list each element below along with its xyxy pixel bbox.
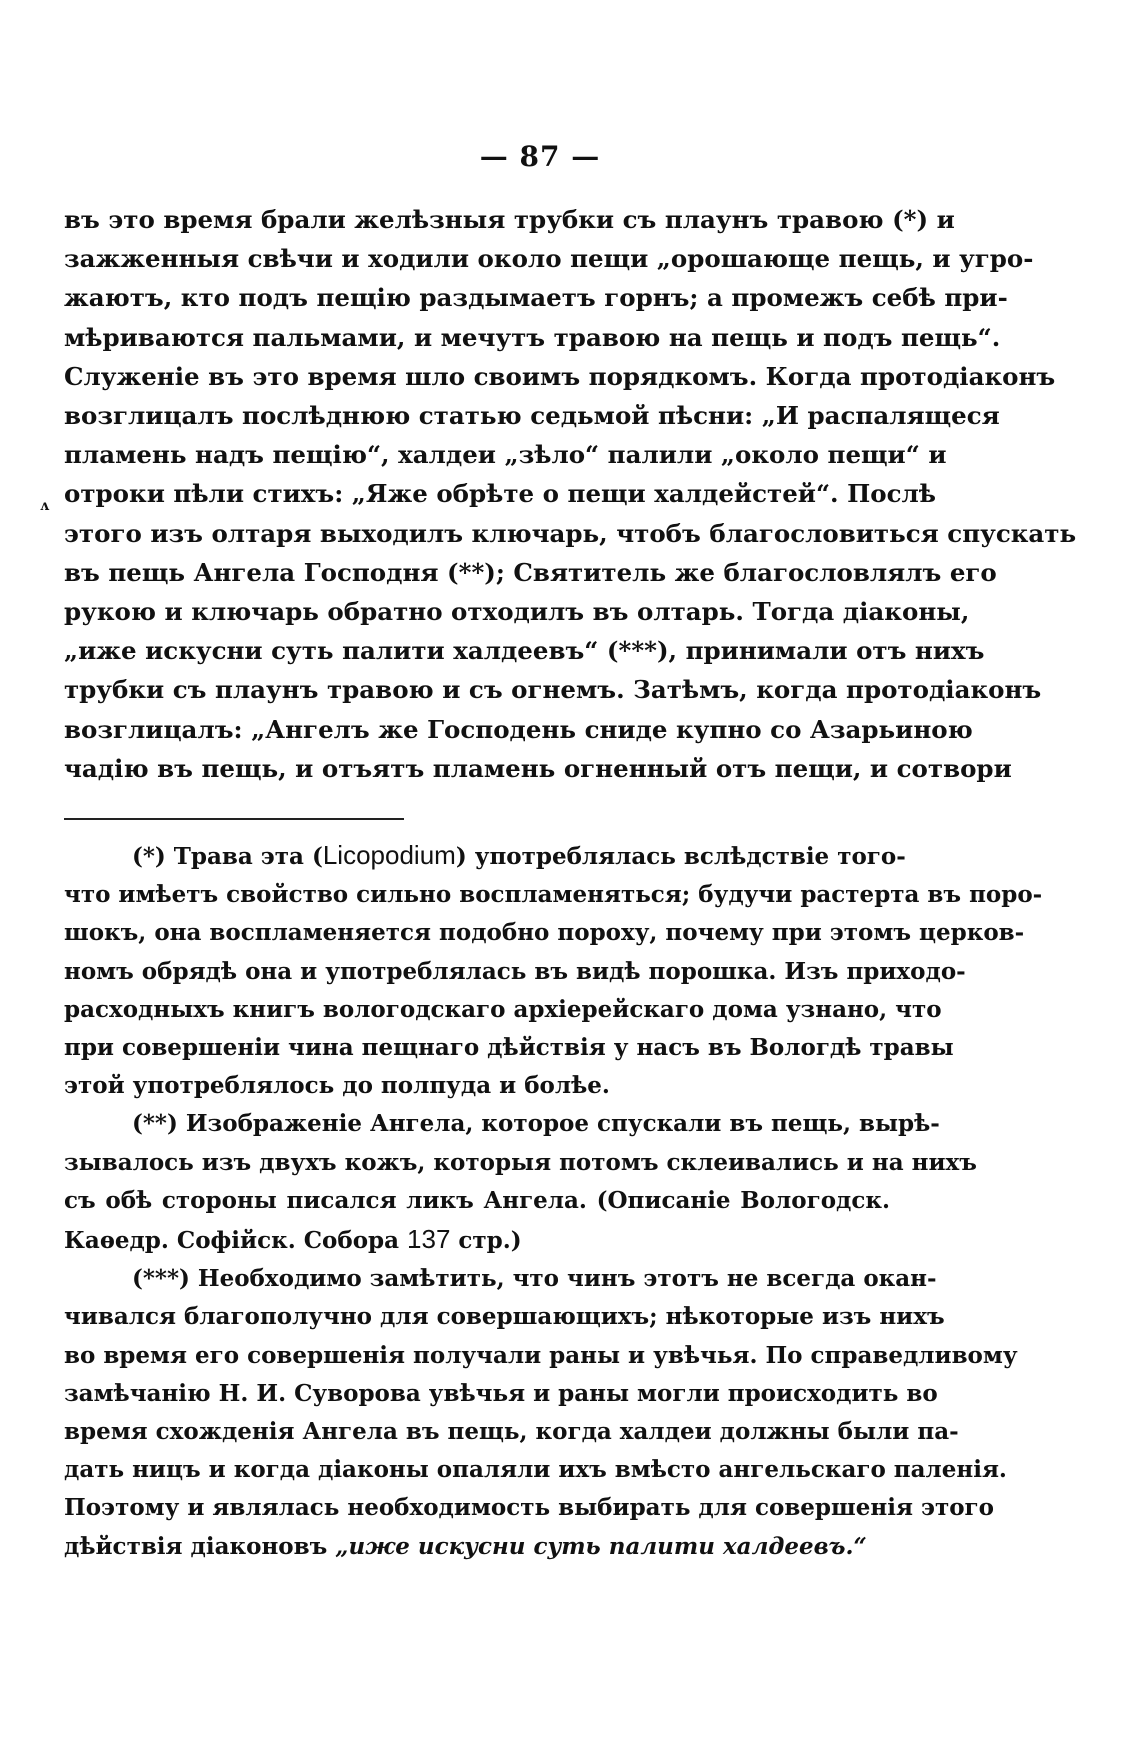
main-text-block — [64, 200, 1077, 788]
main-text-line: Служеніе въ это время шло своимъ порядкомъ. Когда протодіаконъ — [64, 361, 1056, 391]
footnote-2-text: стр.) — [450, 1227, 522, 1255]
footnote-line: шокъ, она воспламеняется подобно пороху, почему при этомъ церков- — [64, 919, 1025, 947]
main-text-line: возглицалъ: „Ангелъ же Господень сниде купно со Азарьиною — [64, 714, 973, 744]
main-text-line: отроки пѣли стихъ: „Яже обрѣте о пещи халдейстей“. Послѣ — [64, 479, 937, 509]
main-text-line: рукою и ключарь обратно отходилъ въ олтарь. Тогда діаконы, — [64, 597, 970, 627]
footnote-line: этой употреблялось до полпуда и болѣе. — [64, 1072, 610, 1100]
margin-mark: ʌ — [40, 498, 49, 514]
footnote-1-text: (*) Трава эта ( — [132, 843, 323, 870]
footnote-line: при совершеніи чина пещнаго дѣйствія у насъ въ Вологдѣ травы — [64, 1034, 954, 1062]
main-text-line: „иже искусни суть палити халдеевъ“ (***), принимали отъ нихъ — [64, 636, 985, 666]
main-text-line: мѣриваются пальмами, и мечутъ травою на пещь и подъ пещь“. — [64, 322, 1001, 352]
footnote-3-text: дѣйствія діаконовъ — [64, 1532, 336, 1560]
main-text-line: этого изъ олтаря выходилъ ключарь, чтобъ благословиться спускать — [64, 518, 1077, 548]
main-text-line: возглицалъ послѣднюю статью седьмой пѣсни: „И распалящеся — [64, 401, 1000, 431]
footnote-line: замѣчанію Н. И. Суворова увѣчья и раны могли происходить во — [64, 1379, 938, 1407]
main-text-line: пламень надъ пещію“, халдеи „зѣло“ палили „около пещи“ и — [64, 440, 947, 470]
page-number: — 87 — — [479, 140, 601, 173]
footnote-line: Поэтому и являлась необходимость выбирать для совершенія этого — [64, 1494, 994, 1522]
footnote-line: что имѣетъ свойство сильно воспламеняться; будучи растерта въ поро- — [64, 881, 1043, 909]
footnote-line: номъ обрядѣ она и употреблялась въ видѣ порошка. Изъ приходо- — [64, 957, 966, 985]
footnote-2-first-line: (**) Изображеніе Ангела, которое спускали въ пещь, вырѣ- — [132, 1110, 940, 1138]
footnote-3-first-line: (***) Необходимо замѣтить, что чинъ этотъ не всегда окан- — [132, 1265, 937, 1293]
footnote-line: зывалось изъ двухъ кожъ, которыя потомъ склеивались и на нихъ — [64, 1148, 977, 1176]
main-text-line: чадію въ пещь, и отъятъ пламень огненный отъ пещи, и сотвори — [64, 753, 1012, 783]
footnote-2-last-line — [64, 1220, 890, 1260]
main-text-line: жаютъ, кто подъ пещію раздымаетъ горнъ; а промежъ себѣ при- — [64, 283, 1008, 313]
footnote-line: время схожденія Ангела въ пещь, когда халдеи должны были па- — [64, 1418, 959, 1446]
footnote-line: съ обѣ стороны писался ликъ Ангела. (Описаніе Вологодск. — [64, 1186, 890, 1214]
footnote-line: во время его совершенія получали раны и увѣчья. По справедливому — [64, 1341, 1018, 1369]
footnote-3-italic-quote: „иже искусни суть палити халдеевъ.“ — [335, 1532, 867, 1560]
footnotes-block — [64, 836, 1043, 1566]
footnote-line: дать ницъ и когда діаконы опаляли ихъ вмѣсто ангельскаго паленія. — [64, 1456, 1007, 1484]
main-text-line: въ это время брали желѣзныя трубки съ плаунъ травою (*) и — [64, 205, 955, 234]
footnote-divider — [64, 818, 404, 820]
footnote-1-text: ) употреблялась вслѣдствіе того- — [455, 843, 906, 870]
footnote-2-page-ref: 137 — [407, 1224, 451, 1255]
footnote-line: чивался благополучно для совершающихъ; нѣкоторые изъ нихъ — [64, 1303, 945, 1331]
footnote-1-first-line — [64, 836, 906, 876]
main-text-line: зажженныя свѣчи и ходили около пещи „орошающе пещь, и угро- — [64, 244, 1034, 274]
footnote-3-last-line — [64, 1528, 890, 1566]
footnote-1-latin-term: Licopodium — [322, 840, 456, 870]
footnote-line: расходныхъ книгъ вологодскаго архіерейскаго дома узнано, что — [64, 995, 942, 1023]
footnote-2-text: Каѳедр. Софійск. Собора — [64, 1227, 408, 1255]
main-text-line: трубки съ плаунъ травою и съ огнемъ. Затѣмъ, когда протодіаконъ — [64, 675, 1042, 705]
main-text-line: въ пещь Ангела Господня (**); Святитель же благословлялъ его — [64, 557, 997, 587]
